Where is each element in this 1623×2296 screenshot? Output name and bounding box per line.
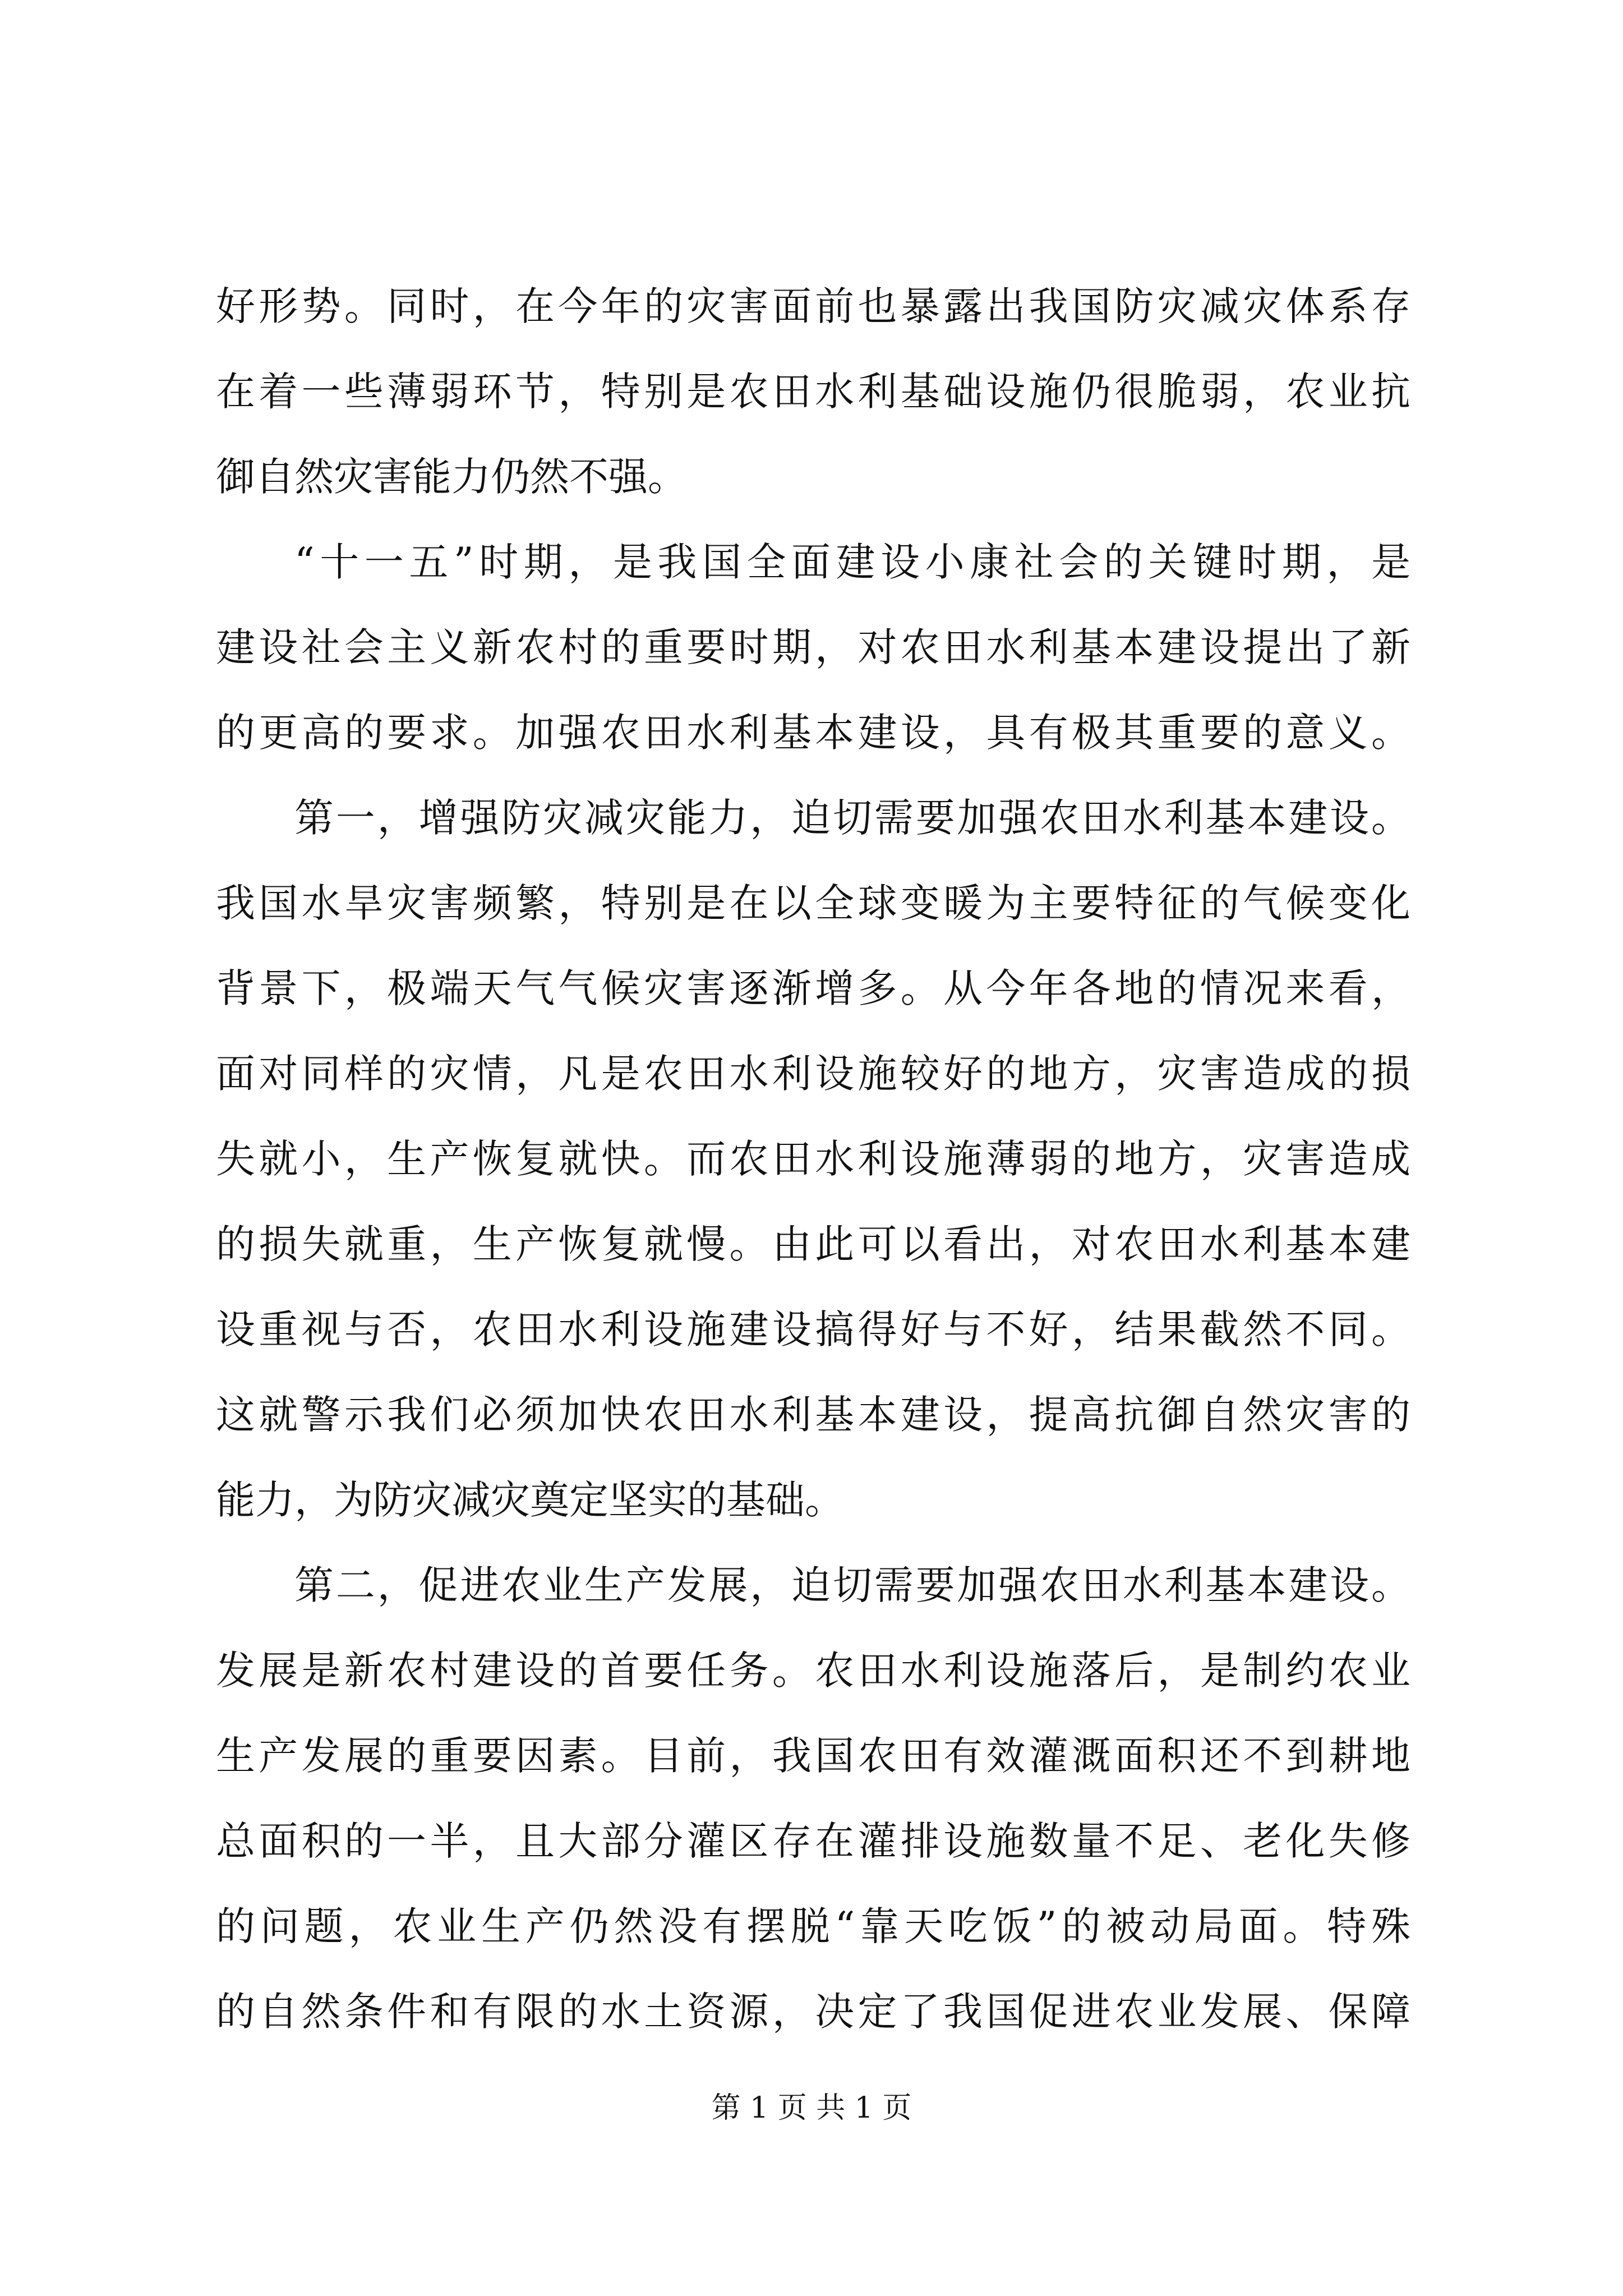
text-line: 在着一些薄弱环节，特别是农田水利基础设施仍很脆弱，农业抗 <box>216 369 1410 415</box>
text-line: 生产发展的重要因素。目前，我国农田有效灌溉面积还不到耕地 <box>216 1733 1410 1779</box>
text-line: 总面积的一半，且大部分灌区存在灌排设施数量不足、老化失修 <box>216 1818 1410 1864</box>
text-line: 发展是新农村建设的首要任务。农田水利设施落后，是制约农业 <box>216 1648 1410 1694</box>
text-line: 好形势。同时，在今年的灾害面前也暴露出我国防灾减灾体系存 <box>216 283 1410 329</box>
text-line: 建设社会主义新农村的重要时期，对农田水利基本建设提出了新 <box>216 624 1410 670</box>
page-number-label: 第 1 页 共 1 页 <box>711 2091 912 2125</box>
page-footer <box>0 2086 1623 2131</box>
text-line: 御自然灾害能力仍然不强。 <box>216 454 687 500</box>
paragraph-first-line: 第一，增强防灾减灾能力，迫切需要加强农田水利基本建设。 <box>294 795 1410 841</box>
document-body <box>216 264 1410 2054</box>
paragraph-first-line: “十一五”时期，是我国全面建设小康社会的关键时期，是 <box>294 539 1410 585</box>
text-line: 的更高的要求。加强农田水利基本建设，具有极其重要的意义。 <box>216 710 1410 756</box>
text-line: 这就警示我们必须加快农田水利基本建设，提高抗御自然灾害的 <box>216 1392 1410 1438</box>
text-line: 失就小，生产恢复就快。而农田水利设施薄弱的地方，灾害造成 <box>216 1136 1410 1182</box>
text-line: 能力，为防灾减灾奠定坚实的基础。 <box>216 1477 844 1523</box>
text-line: 的自然条件和有限的水土资源，决定了我国促进农业发展、保障 <box>216 1989 1410 2035</box>
text-line: 背景下，极端天气气候灾害逐渐增多。从今年各地的情况来看， <box>216 965 1410 1011</box>
text-line: 我国水旱灾害频繁，特别是在以全球变暖为主要特征的气候变化 <box>216 880 1410 926</box>
paragraph-first-line: 第二，促进农业生产发展，迫切需要加强农田水利基本建设。 <box>294 1562 1410 1608</box>
text-line: 设重视与否，农田水利设施建设搞得好与不好，结果截然不同。 <box>216 1306 1410 1352</box>
text-line: 的损失就重，生产恢复就慢。由此可以看出，对农田水利基本建 <box>216 1221 1410 1267</box>
text-line: 的问题，农业生产仍然没有摆脱“靠天吃饭”的被动局面。特殊 <box>216 1903 1410 1949</box>
text-line: 面对同样的灾情，凡是农田水利设施较好的地方，灾害造成的损 <box>216 1051 1410 1097</box>
